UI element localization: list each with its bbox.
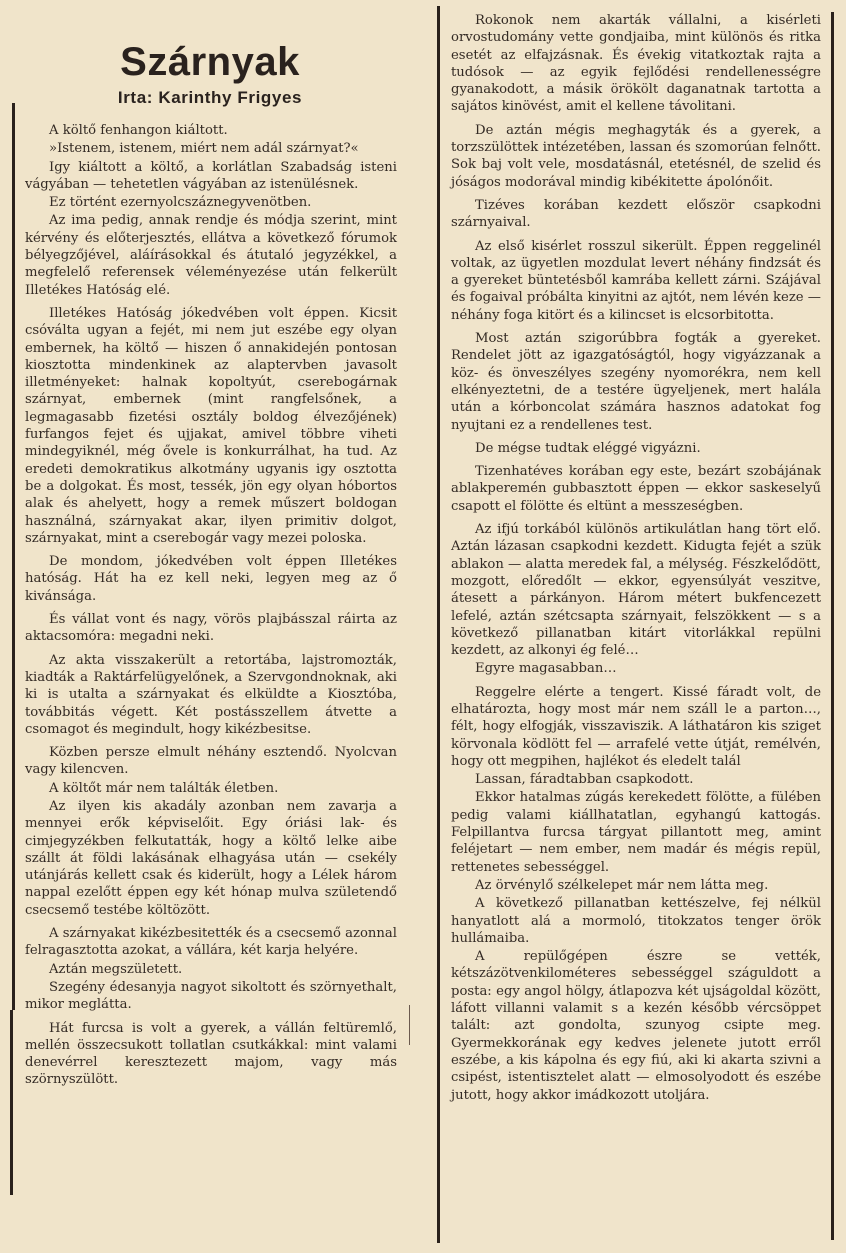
paragraph: Közben persze elmult néhány esztendő. Nyolcvan vagy kilencven. [25, 745, 397, 778]
column-rule-left [12, 103, 15, 1010]
paragraph: Hát furcsa is volt a gyerek, a vállán feltüremlő, mellén összecsukott tollatlan csutkákkal: mint valami denevérrel keresztezett majom, vagy más szörnyszülött. [25, 1020, 397, 1088]
paragraph: Az örvénylő szélkelepet már nem látta meg. [475, 877, 769, 893]
column-rule-middle [437, 6, 440, 1243]
left-column-text [25, 122, 397, 1095]
paragraph: Az akta visszakerült a retortába, lajstromozták, kiadták a Raktárfelügyelőnek, a Szervgondnoknak, aki ki is utalta a szárnyakat és elküldte a Kiosztóba, továbbitás végett. Két postásszellem átvette a csomagot és megindult, hogy kikézbesitse. [25, 652, 397, 737]
paragraph: Tizéves korában kezdett először csapkodni szárnyaival. [451, 197, 821, 231]
paragraph: Igy kiáltott a költő, a korlátlan Szabadság isteni vágyában — tehetetlen vágyában az istenülésnek. [25, 159, 397, 192]
paragraph: Reggelre elérte a tengert. Kissé fáradt volt, de elhatározta, hogy most már nem száll le a parton…, félt, hogy elfogják, visszaviszik. A láthatáron kis sziget körvonala ködlött fel — arrafelé vette útját, remélvén, hogy ott megpihen, hajlékot és eledelt talál [451, 684, 821, 769]
paragraph: És vállat vont és nagy, vörös plajbásszal ráirta az aktacsomóra: megadni neki. [25, 612, 397, 645]
paragraph: De mégse tudtak eléggé vigyázni. [475, 440, 701, 456]
paragraph: Egyre magasabban… [475, 661, 617, 677]
paragraph: Lassan, fáradtabban csapkodott. [475, 772, 694, 788]
paragraph: Az első kisérlet rosszul sikerült. Éppen reggelinél voltak, az ügyetlen mozdulat levert néhány findzsát és a gyereket büntetésből kamrába kellett zárni. Szájával és fogaival próbálta kinyitni az ajtót, nem lévén keze — néhány foga kitört és a kilincset is elcsorbitotta. [451, 238, 821, 323]
paragraph: De aztán mégis meghagyták és a gyerek, a torzszülöttek intézetében, lassan és szomorúan felnőtt. Sok baj volt vele, mosdatásnál, etetésnél, de szelid és jóságos modorával mindig kibékitette ápolónőit. [451, 122, 821, 190]
paragraph: Illetékes Hatóság jókedvében volt éppen. Kicsit csóválta ugyan a fejét, mi nem jut eszébe egy olyan embernek, ha költő — hiszen ő annakidején pontosan kiosztotta mindenkinek az alaptervben javasolt illetményeket: halnak kopoltyút, cserebogárnak szárnyat, embernek (mint rangfelsőnek, a legmagasabb fizetési osztály boldog élvezőjének) furfangos fejet és ujjakat, amivel többre viheti mindegyiknél, még ővele is konkurrálhat, ha tud. Az eredeti demokratikus alkotmány ugyanis igy osztotta be a dolgokat. És most, tessék, jön egy olyan hóbortos alak és ahelyett, hogy a remek műszert boldogan használná, szárnyakat akar, ilyen primitiv dolgot, szárnyakat, mint a cserebogár vagy mezei poloska. [25, 305, 397, 546]
paragraph: A szárnyakat kikézbesitették és a csecsemő azonnal felragasztotta azokat, a vállára, két karja helyére. [25, 926, 397, 959]
paragraph: Rokonok nem akarták vállalni, a kisérleti orvostudomány vette gondjaiba, mint különös és ritka esetét az elfajzásnak. És évekig vitatkoztak rajta a tudósok — az egyik fejlődési rendellenességre gyanakodott, a másik örökölt daganatnak tartotta a sajátos kinövést, amit el kellene távolitani. [451, 13, 821, 115]
paragraph: Tizenhatéves korában egy este, bezárt szobájának ablakperemén gubbasztott éppen — ekkor saskeselyű csapott el fölötte és eltünt a messzeségben. [451, 464, 821, 514]
column-rule-right [831, 12, 834, 1240]
paragraph: A költőt már nem találták életben. [49, 780, 279, 796]
paragraph: Aztán megszületett. [49, 961, 183, 977]
paragraph: De mondom, jókedvében volt éppen Illetékes hatóság. Hát ha ez kell neki, legyen meg az ő kivánsága. [25, 554, 397, 604]
paragraph: Szegény édesanyja nagyot sikoltott és szörnyethalt, mikor meglátta. [25, 979, 397, 1013]
paragraph: A repülőgépen észre se vették, kétszázötvenkilométeres sebességgel száguldott a posta: egy angol hölgy, átlapozva két ujságoldal között, láfott villanni valamit s a kezén később vércsöppet talált: azt gondolta, szunyog csipte meg. Gyermekkorának egy kedves jelenete jutott erről eszébe, a kis kápolna és egy fiú, aki ki akarta szivni a csipést, istentisztelet alatt — elmosolyodott és eszébe jutott, hogy akkor imádkozott utoljára. [451, 949, 821, 1103]
paragraph: Az ilyen kis akadály azonban nem zavarja a mennyei erők képviselőit. Egy óriási lak- és cimjegyzékben felkutatták, hogy a költő lelke aibe szállt át földi lakásának elhagyása után — csekély utánjárás kellett csak és kiderült, hogy a Lélek három nappal ezelőtt éppen egy két hónap mulva születendő csecsemő testébe költözött. [25, 798, 397, 918]
paragraph: A költő fenhangon kiáltott. [49, 123, 228, 138]
right-column-text [451, 12, 821, 1110]
paragraph: Az ifjú torkából különös artikulátlan hang tört elő. Aztán lázasan csapkodni kezdett. Kidugta fejét a szük ablakon — alatta meredek fal, a mélység. Fészkelődött, mozgott, előredőlt — ekkor, egyensúlyát veszitve, átesett a párkányon. Három métert bukfencezett lefelé, aztán szétcsapta szárnyait, felszökkent — s a következő pillanatban kitárt vitorlákkal repülni kezdett, az alkonyi ég felé… [451, 522, 821, 659]
paragraph: Most aztán szigorúbbra fogták a gyereket. Rendelet jött az igazgatóságtól, hogy vigyázzanak a köz- és önveszélyes szegény nyomorékra, nem kell elkényeztetni, de a testére ügyeljenek, mert halála után a kórboncolat számára hasznos adatokat fog nyujtani ez a rendellenes test. [451, 331, 821, 433]
paragraph: Az ima pedig, annak rendje és módja szerint, mint kérvény és előterjesztés, ellátva a következő fórumok bélyegzőjével, aláírásokkal és átutaló jegyzékkel, a megfelelő referensek véleményezése után felkerült Illetékes Hatóság elé. [25, 213, 397, 298]
article-byline: Irta: Karinthy Frigyes [117, 88, 303, 107]
paragraph: Ez történt ezernyolcszáznegyvenötben. [49, 195, 312, 211]
article-title: Szárnyak [120, 40, 300, 84]
column-rule-left-lower [10, 1010, 13, 1195]
column-rule-thin [409, 1005, 410, 1045]
paragraph: Ekkor hatalmas zúgás kerekedett fölötte, a fülében pedig valami kiállhatatlan, egyhangú kattogás. Felpillantva furcsa tárgyat pillantott meg, amint feléjetart — nem ember, nem madár és mégis repül, rettenetes sebességgel. [451, 790, 821, 875]
paragraph: »Istenem, istenem, miért nem adál szárnyat?« [49, 141, 359, 157]
paragraph: A következő pillanatban kettészelve, fej nélkül hanyatlott alá a mormoló, titokzatos tenger örök hullámaiba. [451, 896, 821, 946]
